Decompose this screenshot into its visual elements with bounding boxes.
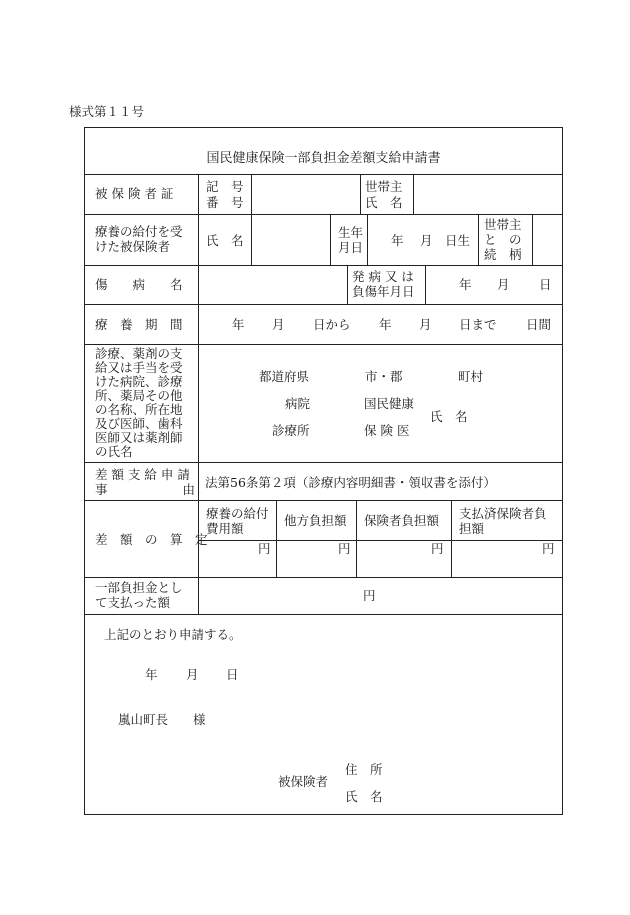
- period-start-year[interactable]: 年: [232, 317, 245, 332]
- onset-date-label-2: 負傷年月日: [352, 284, 415, 299]
- applicant-address-field[interactable]: [397, 759, 557, 779]
- paid-amount-label: 一部負担金とし: [95, 580, 183, 595]
- provider-field[interactable]: [199, 345, 561, 461]
- declaration-day[interactable]: 日: [226, 667, 239, 682]
- cell-divider: [347, 265, 348, 304]
- card-number-label: 番 号: [206, 195, 244, 210]
- onset-day[interactable]: 日: [539, 277, 552, 292]
- birth-date-value[interactable]: 年 月 日生: [391, 233, 470, 248]
- cell-divider: [478, 214, 479, 265]
- paid-amount-label-2: て支払った額: [95, 595, 171, 610]
- period-end-month[interactable]: 月: [419, 317, 432, 332]
- applicant-label: 被保険者: [278, 774, 329, 789]
- cell-divider: [276, 500, 277, 577]
- relation-label: 世帯主: [484, 217, 522, 232]
- calc-header-other-burden: 他方負担額: [284, 513, 347, 528]
- householder-name-label-2: 氏 名: [365, 195, 403, 210]
- onset-month[interactable]: 月: [497, 277, 510, 292]
- hospital-label: 病院: [285, 396, 311, 411]
- applicant-name-label: 氏 名: [345, 789, 383, 804]
- provider-label: 所、薬局その他: [95, 388, 183, 403]
- cell-divider: [425, 265, 426, 304]
- calc-header-paid-insurer: 支払済保険者負: [459, 506, 547, 521]
- provider-label: 医師又は薬剤師: [95, 430, 183, 445]
- birth-date-label: 生年: [338, 225, 364, 240]
- cell-divider: [451, 500, 452, 577]
- period-days[interactable]: 日間: [526, 317, 552, 332]
- form-number: 様式第１１号: [69, 104, 145, 119]
- injury-name-label: 傷 病 名: [95, 277, 183, 292]
- row-divider: [85, 500, 562, 501]
- householder-name-field[interactable]: [414, 175, 561, 213]
- card-mark-label: 記 号: [206, 179, 244, 194]
- cell-divider: [367, 214, 368, 265]
- householder-name-label: 世帯主: [365, 179, 403, 194]
- calc-header-total-cost: 療養の給付: [206, 506, 269, 521]
- addressee: 嵐山町長 様: [118, 712, 206, 727]
- insured-person-label: 療養の給付を受: [95, 224, 183, 239]
- provider-label: の名称、所在地: [95, 402, 183, 417]
- person-name-field[interactable]: [252, 215, 329, 264]
- reason-value: 法第56条第２項（診療内容明細書・領収書を添付）: [205, 475, 496, 490]
- calc-insurer-burden-unit[interactable]: 円: [431, 541, 444, 556]
- declaration-month[interactable]: 月: [186, 667, 199, 682]
- declaration-statement: 上記のとおり申請する。: [104, 627, 242, 642]
- paid-amount-unit[interactable]: 円: [363, 588, 376, 603]
- relation-label-2: と の: [484, 232, 522, 247]
- period-start-month[interactable]: 月: [272, 317, 285, 332]
- calc-header-total-cost-2: 費用額: [206, 521, 244, 536]
- doctor-label: 国民健康: [364, 396, 415, 411]
- period-end-day[interactable]: 日まで: [459, 317, 497, 332]
- relation-label-3: 続 柄: [484, 247, 522, 262]
- cell-divider: [360, 174, 361, 214]
- provider-label: の氏名: [95, 444, 133, 459]
- town-label: 町村: [458, 369, 484, 384]
- applicant-address-label: 住 所: [345, 762, 383, 777]
- clinic-label: 診療所: [272, 423, 310, 438]
- application-form: [84, 127, 563, 815]
- row-divider: [85, 577, 562, 578]
- declaration-year[interactable]: 年: [145, 667, 158, 682]
- provider-label: 診療、薬剤の支: [95, 346, 183, 361]
- relation-field[interactable]: [533, 215, 561, 264]
- person-name-label: 氏 名: [206, 233, 244, 248]
- calc-header-insurer-burden: 保険者負担額: [364, 513, 440, 528]
- row-divider: [85, 304, 562, 305]
- calc-other-burden-unit[interactable]: 円: [338, 541, 351, 556]
- prefecture-label: 都道府県: [259, 369, 310, 384]
- injury-name-field[interactable]: [199, 266, 346, 303]
- onset-year[interactable]: 年: [459, 277, 472, 292]
- row-divider: [85, 462, 562, 463]
- reason-label-2: 事 由: [95, 482, 196, 497]
- row-divider: [85, 614, 562, 615]
- reason-label: 差 額 支 給 申 請: [95, 467, 190, 482]
- treatment-period-label: 療 養 期 間: [95, 317, 183, 332]
- period-start-day[interactable]: 日から: [313, 317, 351, 332]
- provider-label: 及び医師、歯科: [95, 416, 183, 431]
- form-title: 国民健康保険一部負担金差額支給申請書: [206, 151, 441, 166]
- onset-date-label: 発 病 又 は: [352, 269, 414, 284]
- calc-header-paid-insurer-2: 担額: [459, 521, 485, 536]
- doctor-label-2: 保 険 医: [364, 423, 410, 438]
- doctor-name-label: 氏 名: [430, 409, 468, 424]
- insured-card-label: 被 保 険 者 証: [95, 186, 174, 201]
- birth-date-label-2: 月日: [338, 240, 364, 255]
- applicant-name-field[interactable]: [397, 786, 557, 806]
- cell-divider: [330, 214, 331, 265]
- insured-person-label-2: けた被保険者: [95, 239, 171, 254]
- provider-label: けた病院、診療: [95, 374, 183, 389]
- calc-total-cost-unit[interactable]: 円: [258, 541, 271, 556]
- provider-label: 給又は手当を受: [95, 360, 183, 375]
- calc-header-divider: [198, 540, 562, 541]
- calculation-label: 差 額 の 算 定: [95, 532, 208, 547]
- card-number-field[interactable]: [252, 175, 359, 213]
- period-end-year[interactable]: 年: [379, 317, 392, 332]
- calc-paid-insurer-unit[interactable]: 円: [542, 541, 555, 556]
- city-label: 市・郡: [365, 369, 403, 384]
- cell-divider: [356, 500, 357, 577]
